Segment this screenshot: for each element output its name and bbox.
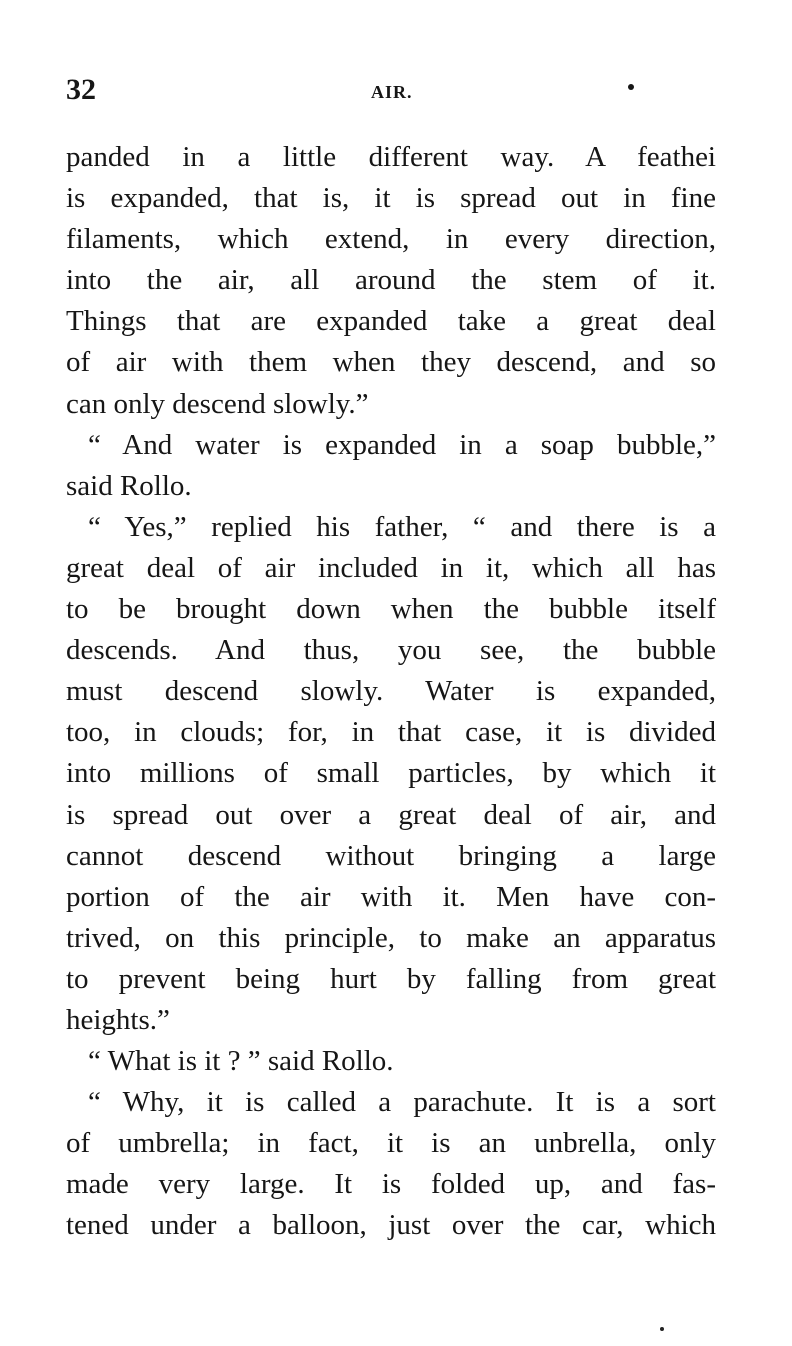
text-line: “ And water is expanded in a soap bubble,” <box>88 428 716 461</box>
text-line: heights.” <box>66 1003 170 1036</box>
page-number: 32 <box>66 73 96 106</box>
text-line: “ Why, it is called a parachute. It is a sort <box>88 1086 716 1119</box>
text-line: tened under a balloon, just over the car, which <box>66 1209 716 1242</box>
text-line: portion of the air with it. Men have con- <box>66 880 716 913</box>
text-line: into the air, all around the stem of it. <box>66 264 716 297</box>
text-line: Things that are expanded take a great deal <box>66 305 716 338</box>
text-line: of umbrella; in fact, it is an unbrella, only <box>66 1127 716 1160</box>
ink-speck <box>628 84 634 90</box>
text-line: to prevent being hurt by falling from great <box>66 962 716 995</box>
text-line: too, in clouds; for, in that case, it is divided <box>66 716 716 749</box>
text-line: to be brought down when the bubble itself <box>66 593 716 626</box>
text-line: into millions of small particles, by which it <box>66 757 716 790</box>
text-line: must descend slowly. Water is expanded, <box>66 675 716 708</box>
text-line: “ What is it ? ” said Rollo. <box>88 1045 394 1078</box>
text-line: is spread out over a great deal of air, and <box>66 798 716 831</box>
text-line: “ Yes,” replied his father, “ and there is a <box>88 510 716 543</box>
text-line: of air with them when they descend, and so <box>66 346 716 379</box>
text-line: great deal of air included in it, which all has <box>66 551 716 584</box>
text-line: said Rollo. <box>66 469 192 502</box>
text-line: panded in a little different way. A feathei <box>66 141 716 173</box>
text-line: descends. And thus, you see, the bubble <box>66 634 716 667</box>
ink-speck <box>660 1327 664 1331</box>
text-line: made very large. It is folded up, and fas- <box>66 1168 716 1201</box>
text-line: trived, on this principle, to make an apparatus <box>66 921 716 954</box>
text-line: cannot descend without bringing a large <box>66 839 716 872</box>
page-header <box>66 72 726 112</box>
body-text <box>66 137 716 1247</box>
text-line: is expanded, that is, it is spread out in fine <box>66 182 716 215</box>
text-line: filaments, which extend, in every direction, <box>66 223 716 256</box>
running-head: AIR. <box>371 82 413 102</box>
text-line: can only descend slowly.” <box>66 387 369 420</box>
